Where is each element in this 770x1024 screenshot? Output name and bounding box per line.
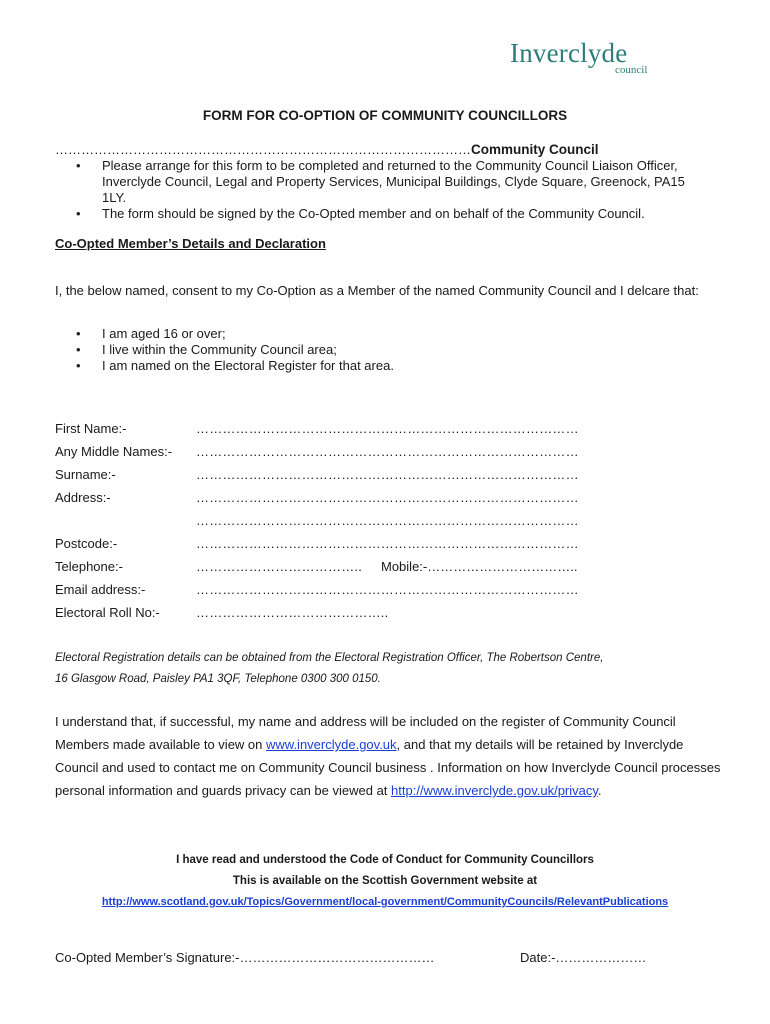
code-of-conduct (0, 850, 770, 913)
date-field[interactable] (520, 950, 646, 965)
form-title: FORM FOR CO-OPTION OF COMMUNITY COUNCILLORS (202, 108, 568, 123)
privacy-text-2: , and that my details will be retained by Inverclyde Council and used to contact me on Community Council business . Information on how Inverclyde Council processes personal information and guards privacy can be viewed at (55, 737, 721, 798)
mobile-dots[interactable]: …………………………….. (427, 559, 578, 574)
telephone-label: Telephone:- (55, 559, 123, 574)
privacy-text-1: I understand that, if successful, my name and address will be included on the register of Community Council Members made available to view on (55, 714, 676, 752)
surname-label: Surname:- (55, 467, 116, 482)
community-council-dots: …………………………………………………………………………………… (55, 142, 471, 157)
mobile-label: Mobile:- (381, 559, 428, 574)
instruction-item: • The form should be signed by the Co-Opted member and on behalf of the Community Council. (55, 206, 705, 222)
community-council-label: Community Council (471, 142, 599, 157)
instruction-item: • Please arrange for this form to be completed and returned to the Community Council Liaison Officer, Inverclyde Council, Legal and Property Services, Municipal Buildings, Clyde Square, Greenock, PA15 1LY. (55, 158, 705, 206)
first-name-dots[interactable]: …………………………………………………………………………… (196, 421, 579, 436)
signature-field[interactable] (55, 950, 435, 965)
privacy-text-3: . (597, 783, 602, 798)
electoral-note-line2: 16 Glasgow Road, Paisley PA1 3QF, Telephone 0300 300 0150. (55, 673, 381, 685)
declaration-item: • I am named on the Electoral Register for that area. (55, 358, 655, 374)
instructions-list (55, 158, 705, 222)
address-dots[interactable]: …………………………………………………………………………… (196, 490, 579, 505)
code-of-conduct-line2: This is available on the Scottish Government website at (232, 875, 538, 887)
mobile-field[interactable] (381, 559, 577, 574)
first-name-label: First Name:- (55, 421, 127, 436)
email-label: Email address:- (55, 582, 146, 597)
code-of-conduct-line1: I have read and understood the Code of Conduct for Community Councillors (176, 854, 594, 866)
section-heading: Co-Opted Member’s Details and Declaration (55, 236, 326, 251)
date-dots[interactable]: ………………… (555, 950, 647, 965)
declaration-item: • I live within the Community Council area; (55, 342, 655, 358)
electoral-note (55, 648, 735, 690)
signature-dots[interactable]: ……………………………………… (239, 950, 435, 965)
privacy-paragraph (55, 710, 725, 802)
electoral-roll-label: Electoral Roll No:- (55, 605, 160, 620)
postcode-dots[interactable]: …………………………………………………………………………… (196, 536, 579, 551)
surname-dots[interactable]: …………………………………………………………………………… (196, 467, 579, 482)
council-logo-subtitle: council (615, 64, 648, 76)
signature-label: Co-Opted Member’s Signature:- (55, 950, 240, 965)
declaration-item: • I am aged 16 or over; (55, 326, 655, 342)
community-council-line (55, 142, 599, 157)
middle-names-dots[interactable]: …………………………………………………………………………… (196, 444, 579, 459)
address-label: Address:- (55, 490, 111, 505)
electoral-note-line1: Electoral Registration details can be obtained from the Electoral Registration Officer, The Robertson Centre, (55, 652, 604, 664)
privacy-link[interactable]: http://www.inverclyde.gov.uk/privacy (391, 783, 598, 798)
inverclyde-link[interactable]: www.inverclyde.gov.uk (266, 737, 397, 752)
postcode-label: Postcode:- (55, 536, 118, 551)
scotland-gov-link[interactable]: http://www.scotland.gov.uk/Topics/Government/local-government/CommunityCouncils/RelevantPublications (101, 896, 669, 908)
email-dots[interactable]: …………………………………………………………………………… (196, 582, 579, 597)
address-line2-dots[interactable]: …………………………………………………………………………… (196, 513, 579, 528)
consent-text: I, the below named, consent to my Co-Option as a Member of the named Community Council and I delcare that: (55, 283, 699, 298)
electoral-roll-dots[interactable]: …………………………………….. (196, 605, 389, 620)
telephone-dots[interactable]: ……………………………….. (196, 559, 363, 574)
middle-names-label: Any Middle Names:- (55, 444, 173, 459)
council-logo: Inverclyde (510, 38, 628, 68)
date-label: Date:- (520, 950, 556, 965)
declaration-list (55, 326, 655, 374)
